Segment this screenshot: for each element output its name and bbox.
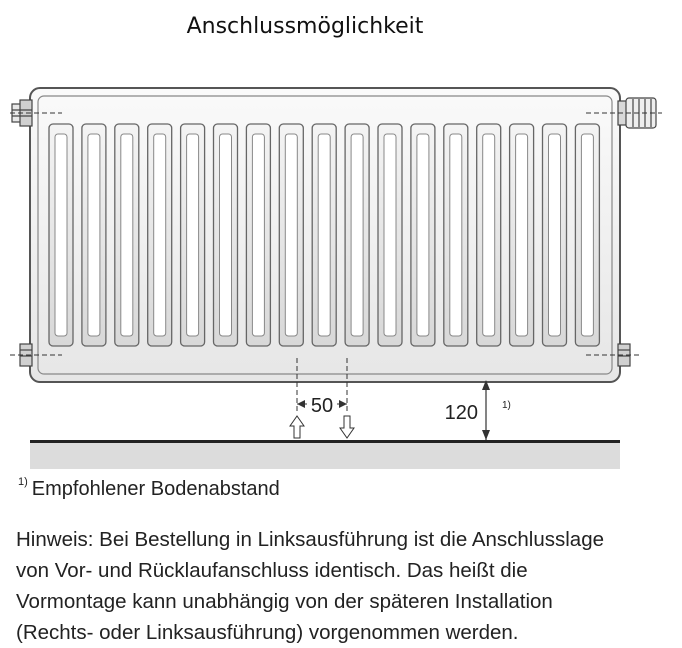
note-line: Vormontage kann unabhängig von der späteren Installation bbox=[16, 590, 553, 613]
dimension-50 bbox=[297, 394, 347, 417]
radiator-fin-inner bbox=[285, 134, 297, 336]
note-line: Hinweis: Bei Bestellung in Linksausführung ist die Anschlusslage bbox=[16, 528, 605, 551]
radiator-fin-inner bbox=[55, 134, 67, 336]
installation-note bbox=[16, 524, 682, 648]
diagram-title: Anschlussmöglichkeit bbox=[186, 14, 424, 39]
footnote-text: Empfohlener Bodenabstand bbox=[31, 478, 280, 500]
radiator-fin-inner bbox=[384, 134, 396, 336]
radiator-fin-inner bbox=[450, 134, 462, 336]
radiator-fin-inner bbox=[252, 134, 264, 336]
floor bbox=[30, 441, 620, 469]
radiator-fin-inner bbox=[121, 134, 133, 336]
footnote-mark: 1) bbox=[18, 476, 28, 489]
radiator-fin-inner bbox=[516, 134, 528, 336]
radiator-fin-inner bbox=[187, 134, 199, 336]
radiator-fin-inner bbox=[483, 134, 495, 336]
radiator-fin-inner bbox=[351, 134, 363, 336]
dimension-clearance-footnote-mark: 1) bbox=[502, 400, 511, 411]
radiator-fin-inner bbox=[318, 134, 330, 336]
flow-arrow-up bbox=[290, 416, 304, 438]
radiator-fin-inner bbox=[581, 134, 593, 336]
dimension-spacing-label: 50 bbox=[310, 395, 334, 417]
dimension-120 bbox=[445, 380, 511, 440]
radiator-fin-inner bbox=[549, 134, 561, 336]
dimension-clearance-label: 120 bbox=[444, 402, 478, 424]
radiator-fin-inner bbox=[220, 134, 232, 336]
radiator-fin-inner bbox=[417, 134, 429, 336]
radiator-fins bbox=[49, 124, 599, 346]
flow-arrow-down bbox=[340, 416, 354, 438]
radiator-fin-inner bbox=[154, 134, 166, 336]
note-line: (Rechts- oder Linksausführung) vorgenommen werden. bbox=[16, 621, 519, 644]
note-line: von Vor- und Rücklaufanschluss identisch. Das heißt die bbox=[16, 559, 528, 582]
footnote bbox=[18, 478, 280, 501]
radiator-fin-inner bbox=[88, 134, 100, 336]
